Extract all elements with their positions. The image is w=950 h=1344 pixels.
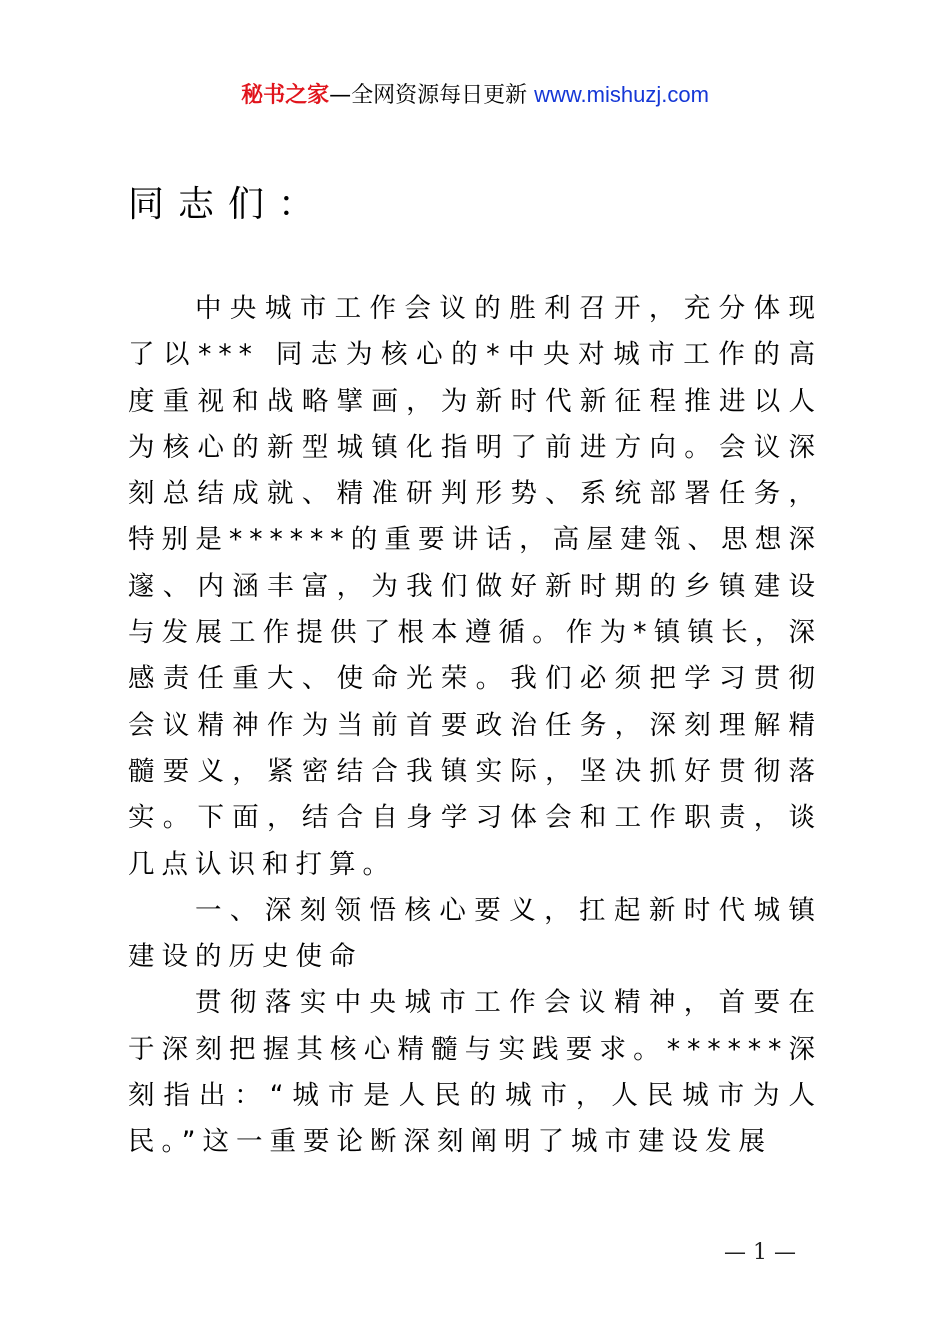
- section-paragraph: 贯彻落实中央城市工作会议精神，首要在于深刻把握其核心精髓与实践要求。******深刻指出：“城市是人民的城市，人民城市为人民。”这一重要论断深刻阐明了城市建设发展: [128, 987, 822, 1158]
- site-url-link[interactable]: www.mishuzj.com: [534, 82, 709, 107]
- intro-paragraph: 中央城市工作会议的胜利召开，充分体现了以*** 同志为核心的*中央对城市工作的高度重视和战略擘画，为新时代新征程推进以人为核心的新型城镇化指明了前进方向。会议深刻总结成就、精准研判形势、系统部署任务，特别是******的重要讲话，高屋建瓴、思想深邃、内涵丰富，为我们做好新时期的乡镇建设与发展工作提供了根本遵循。作为*镇镇长，深感责任重大、使命光荣。我们必须把学习贯彻会议精神作为当前首要政治任务，深刻理解精髓要义，紧密结合我镇实际，坚决抓好贯彻落实。下面，结合自身学习体会和工作职责，谈几点认识和打算。: [128, 293, 822, 880]
- header-tagline: —全网资源每日更新: [329, 83, 528, 108]
- brand-name: 秘书之家: [241, 83, 330, 108]
- document-body: [128, 286, 822, 1166]
- site-header: [0, 80, 950, 111]
- section-heading: 一、深刻领悟核心要义，扛起新时代城镇建设的历史使命: [128, 894, 822, 973]
- page-number: — 1 —: [724, 1240, 796, 1265]
- greeting: 同志们：: [128, 184, 329, 225]
